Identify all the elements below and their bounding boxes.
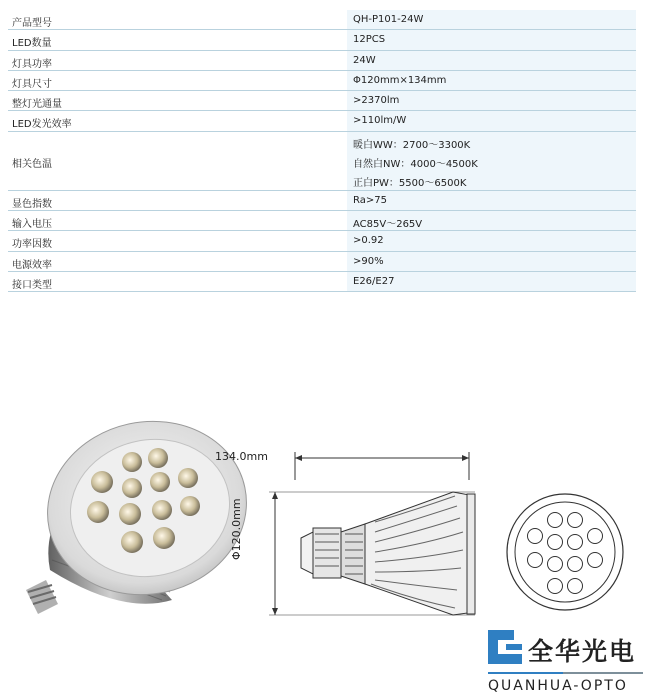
spec-row <box>8 272 636 292</box>
spec-value: >2370lm <box>353 95 400 107</box>
spec-value-cell <box>347 191 636 210</box>
spec-label: 相关色温 <box>12 158 52 170</box>
spec-value-cell <box>347 272 636 291</box>
spec-label: 灯具尺寸 <box>12 78 52 90</box>
spec-value-cell <box>347 231 636 250</box>
spec-label: 整灯光通量 <box>12 99 62 111</box>
spec-label: 功率因数 <box>12 239 52 251</box>
length-dimension-label: 134.0mm <box>215 450 268 463</box>
spec-label: LED数量 <box>12 38 52 50</box>
spec-value-cell <box>347 211 636 230</box>
spec-label: 输入电压 <box>12 219 52 231</box>
logo-divider-accent <box>488 672 563 674</box>
spec-label: 产品型号 <box>12 18 52 29</box>
spec-value: 24W <box>353 54 376 66</box>
spec-value: QH-P101-24W <box>353 14 424 25</box>
spec-value: >90% <box>353 255 384 267</box>
spec-label: 接口类型 <box>12 279 52 291</box>
spec-row <box>8 10 636 30</box>
spec-value-cell <box>347 30 636 49</box>
spec-row <box>8 111 636 131</box>
spec-label: LED发光效率 <box>12 119 72 131</box>
spec-value-cell <box>347 252 636 271</box>
brand-logo-icon <box>488 630 522 664</box>
spec-value-cell <box>347 51 636 70</box>
dimension-drawing <box>205 440 645 640</box>
spec-label: 显色指数 <box>12 198 52 210</box>
spec-label: 灯具功率 <box>12 58 52 70</box>
spec-row-color-temp <box>8 132 636 191</box>
spec-value: AC85V～265V <box>353 219 423 231</box>
spec-row <box>8 231 636 251</box>
spec-value-cell <box>347 111 636 130</box>
spec-row <box>8 51 636 71</box>
spec-value: 12PCS <box>353 34 386 46</box>
spec-value-nw: 自然白NW：4000～4500K <box>353 158 478 170</box>
spec-value: >0.92 <box>353 235 384 247</box>
spec-value: Ra>75 <box>353 194 387 206</box>
spec-value: >110lm/W <box>353 115 407 127</box>
brand-logo <box>488 630 643 699</box>
spec-row <box>8 191 636 211</box>
spec-value-ww: 暖白WW：2700～3300K <box>353 139 471 151</box>
spec-value-cell <box>347 132 636 190</box>
spec-row <box>8 71 636 91</box>
spec-value-cell <box>347 71 636 90</box>
spec-row <box>8 211 636 231</box>
spec-value-pw: 正白PW：5500～6500K <box>353 177 467 189</box>
spec-value: E26/E27 <box>353 275 395 287</box>
brand-name-en: QUANHUA-OPTO <box>488 678 628 694</box>
brand-name-cn: 全华光电 <box>528 637 637 666</box>
spec-row <box>8 252 636 272</box>
spec-value-cell <box>347 91 636 110</box>
spec-value: Φ120mm×134mm <box>353 74 447 86</box>
diameter-dimension-label: Φ120.0mm <box>230 498 243 560</box>
spec-row <box>8 91 636 111</box>
spec-row <box>8 30 636 50</box>
spec-label: 电源效率 <box>12 259 52 271</box>
spec-table <box>8 10 636 292</box>
spec-value-cell <box>347 10 636 29</box>
